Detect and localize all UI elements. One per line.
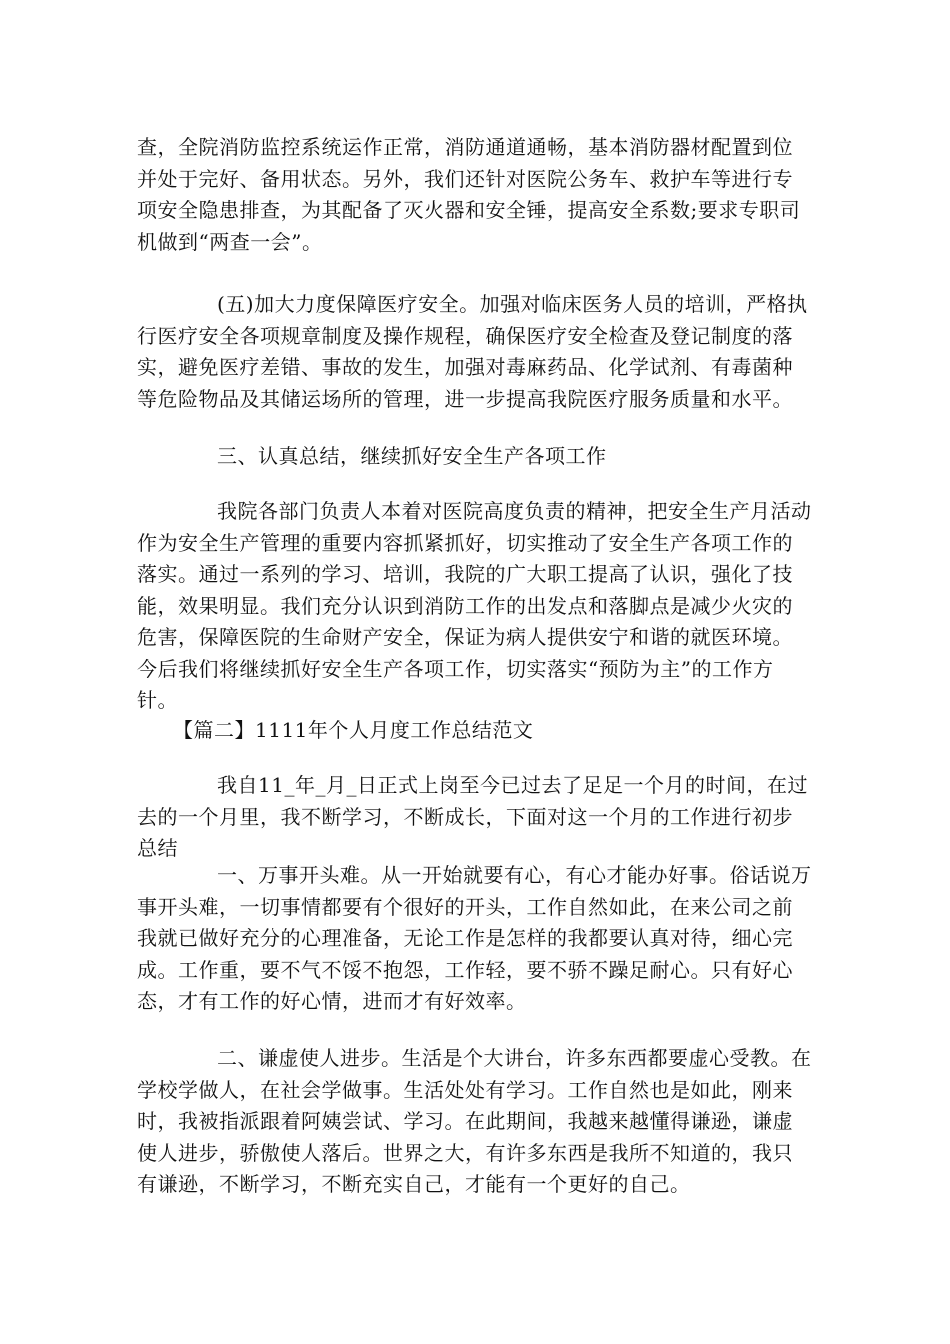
- paragraph-summary: 我院各部门负责人本着对医院高度负责的精神，把安全生产月活动作为安全生产管理的重要内容抓紧抓好，切实推动了安全生产各项工作的落实。通过一系列的学习、培训，我院的广大职工提高了认识，强化了技能，效果明显。我们充分认识到消防工作的出发点和落脚点是减少火灾的危害，保障医院的生命财产安全，保证为病人提供安宁和谐的就医环境。今后我们将继续抓好安全生产各项工作，切实落实“预防为主”的工作方针。: [137, 499, 812, 712]
- paragraph-intro: 我自11_年_月_日正式上岗至今已过去了足足一个月的时间，在过去的一个月里，我不断学习，不断成长，下面对这一个月的工作进行初步总结: [137, 773, 808, 860]
- heading-section-three: 三、认真总结，继续抓好安全生产各项工作: [217, 444, 607, 468]
- section-title-part-two: 【篇二】1111年个人月度工作总结范文: [173, 718, 534, 742]
- paragraph-medical-safety: (五)加大力度保障医疗安全。加强对临床医务人员的培训，严格执行医疗安全各项规章制度及操作规程，确保医疗安全检查及登记制度的落实，避免医疗差错、事故的发生，加强对毒麻药品、化学试剂、有毒菌种等危险物品及其储运场所的管理，进一步提高我院医疗服务质量和水平。: [137, 292, 808, 411]
- paragraph-point-two: 二、谦虚使人进步。生活是个大讲台，许多东西都要虚心受教。在学校学做人，在社会学做事。生活处处有学习。工作自然也是如此，刚来时，我被指派跟着阿姨尝试、学习。在此期间，我越来越懂得谦逊，谦虚使人进步，骄傲使人落后。世界之大，有许多东西是我所不知道的，我只有谦逊，不断学习，不断充实自己，才能有一个更好的自己。: [137, 1046, 812, 1196]
- paragraph-point-one: 一、万事开头难。从一开始就要有心，有心才能办好事。俗话说万事开头难，一切事情都要有个很好的开头，工作自然如此，在来公司之前我就已做好充分的心理准备，无论工作是怎样的我都要认真对待，细心完成。工作重，要不气不馁不抱怨，工作轻，要不骄不躁足耐心。只有好心态，才有工作的好心情，进而才有好效率。: [137, 863, 812, 1013]
- paragraph-fire-safety-continued: 查，全院消防监控系统运作正常，消防通道通畅，基本消防器材配置到位并处于完好、备用状态。另外，我们还针对医院公务车、救护车等进行专项安全隐患排查，为其配备了灭火器和安全锤，提高安全系数;要求专职司机做到“两查一会”。: [137, 135, 801, 254]
